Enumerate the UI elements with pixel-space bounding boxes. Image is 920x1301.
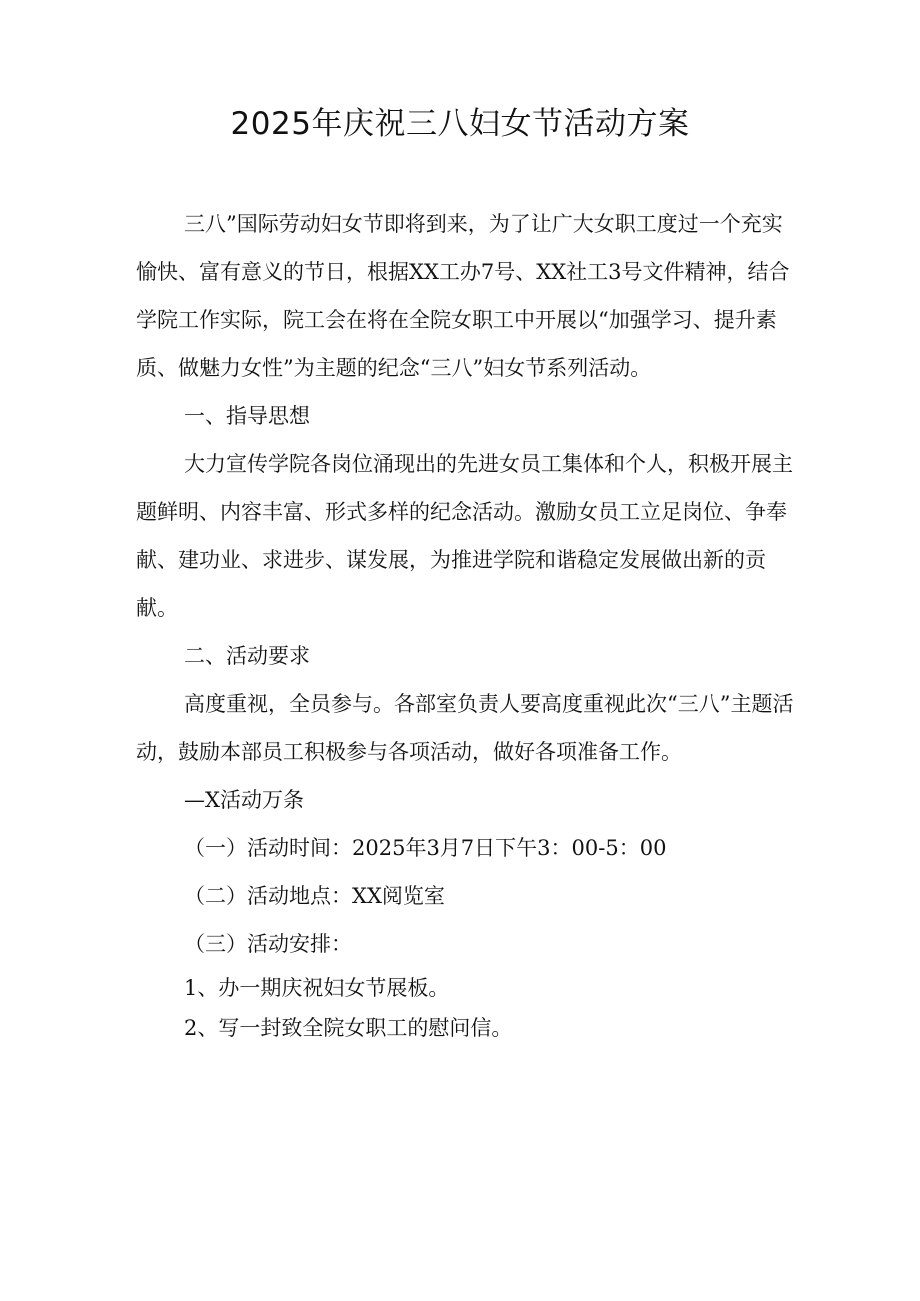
section-heading-requirements: 二、活动要求: [184, 644, 310, 668]
activity-time: （一）活动时间：2025年3月7日下午3：00-5：00: [184, 836, 667, 860]
activity-arrangement-heading: （三）活动安排：: [184, 932, 352, 956]
section-heading-guiding-ideology: 一、指导思想: [184, 404, 310, 428]
intro-paragraph: 三八”国际劳动妇女节即将到来，为了让广大女职工度过一个充实愉快、富有意义的节日，根据XX工办7号、XX社工3号文件精神，结合学院工作实际，院工会在将在全院女职工中开展以“加强学习、提升素质、做魅力女性”为主题的纪念“三八”妇女节系列活动。: [136, 212, 790, 380]
arrangement-list: [136, 968, 796, 1048]
guiding-ideology-paragraph: 大力宣传学院各岗位涌现出的先进女员工集体和个人，积极开展主题鲜明、内容丰富、形式多样的纪念活动。激励女员工立足岗位、争奉献、建功业、求进步、谋发展，为推进学院和谐稳定发展做出新的贡献。: [136, 452, 793, 620]
document-body: [136, 200, 796, 1048]
requirements-paragraph: 高度重视，全员参与。各部室负责人要高度重视此次“三八”主题活动，鼓励本部员工积极参与各项活动，做好各项准备工作。: [136, 692, 794, 764]
section-heading-activities: —X活动万条: [184, 788, 304, 812]
document-title: 2025年庆祝三八妇女节活动方案: [230, 106, 690, 142]
activity-location: （二）活动地点：XX阅览室: [184, 884, 445, 908]
list-item: 2、写一封致全院女职工的慰问信。: [184, 1016, 513, 1040]
list-item: 1、办一期庆祝妇女节展板。: [184, 976, 450, 1000]
